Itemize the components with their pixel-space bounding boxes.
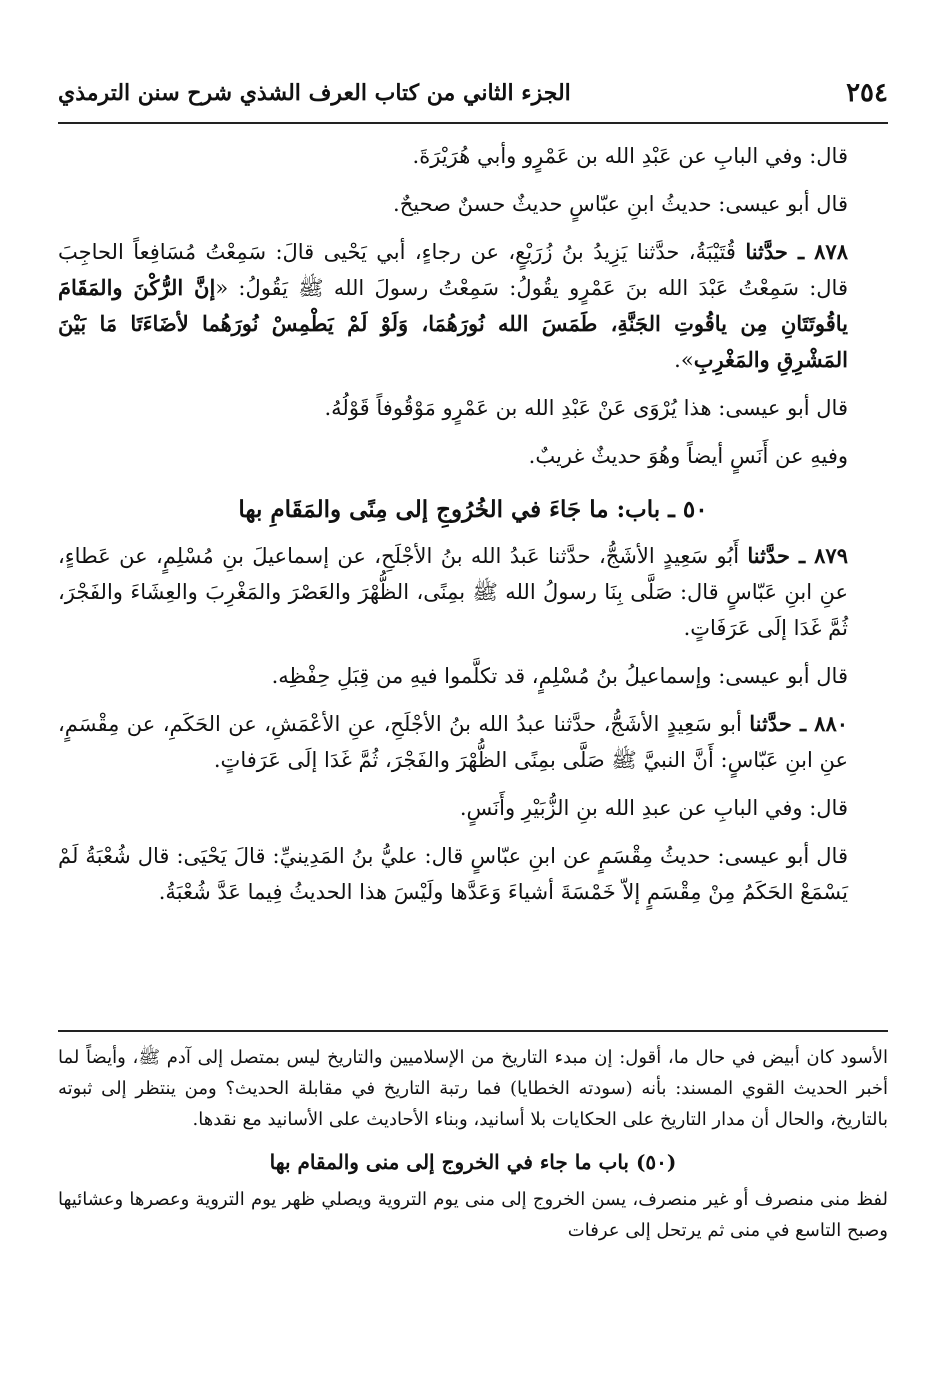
paragraph: قال أبو عيسى: حديثُ ابنِ عبّاسٍ حديثٌ حسنٌ صحيحٌ. bbox=[393, 192, 848, 216]
hadith-878 bbox=[58, 234, 888, 378]
footnote-divider bbox=[58, 1030, 888, 1032]
paragraph: قال: وفي البابِ عن عبدِ الله بنِ الزُّبَيْرِ وأَنَسٍ. bbox=[459, 796, 848, 820]
hadith-number: ٨٨٠ ـ bbox=[791, 711, 849, 736]
hadith-879 bbox=[58, 538, 888, 646]
narration-keyword: حدَّثنا bbox=[749, 711, 792, 736]
paragraph: قال: وفي البابِ عن عَبْدِ الله بن عَمْرٍو وأبي هُرَيْرَةَ. bbox=[412, 144, 848, 168]
isnad-text: قُتَيْبَةُ، حدَّثنا يَزِيدُ بنُ زُرَيْعٍ، عن رجاءٍ، أبي يَحْيى قالَ: سَمِعْتُ مُسَافِعاً الحاجِبَ قال: سَمِعْتُ عَبْدَ الله بنَ عَمْرٍو يقُولُ: سَمِعْتُ رسولَ الله ﷺ يَقُولُ: « bbox=[58, 240, 848, 300]
narration-keyword: حدَّثنا bbox=[745, 239, 788, 264]
main-text bbox=[58, 138, 888, 922]
quote-close: ». bbox=[674, 348, 694, 372]
narration-keyword: حدَّثنا bbox=[747, 543, 790, 568]
paragraph: وفيهِ عن أَنَسٍ أيضاً وهُوَ حديثٌ غريبٌ. bbox=[528, 444, 848, 468]
hadith-880 bbox=[58, 706, 888, 778]
hadith-text: أَبُو سَعِيدٍ الأشَجُّ، حدَّثنا عَبدُ الله بنُ الأجْلَحِ، عن إسماعيلَ بنِ مُسْلِمٍ، عن عَطاءٍ، عنِ ابنِ عَبّاسٍ قال: صَلَّى بِنَا رسولُ الله ﷺ بمِنًى، الظُّهْرَ والعَصْرَ والمَغْرِبَ والعِشَاءَ والفَجْرَ، ثُمَّ غَدَا إلَى عَرَفَاتٍ. bbox=[58, 544, 848, 640]
matn-text: إنَّ الرُّكْنَ والمَقَامَ ياقُوتَتَانِ مِن ياقُوتِ الجَنَّةِ، طَمَسَ الله نُورَهُمَا، وَلَوْ لَمْ يَطْمِسْ نُورَهُما لأضَاءَتَا مَا بَيْنَ المَشْرِقِ والمَغْرِبِ bbox=[58, 275, 848, 372]
footnote-paragraph: لفظ منى منصرف أو غير منصرف، يسن الخروج إلى منى يوم التروية ويصلي ظهر يوم التروية وعصرها وعشائيها وصبح التاسع في منى ثم يرتحل إلى عرفات bbox=[58, 1189, 889, 1241]
running-title: الجزء الثاني من كتاب العرف الشذي شرح سنن الترمذي bbox=[58, 80, 571, 106]
page-number: ٢٥٤ bbox=[846, 78, 888, 108]
footnote-paragraph: الأسود كان أبيض في حال ما، أقول: إن مبدء التاريخ من الإسلاميين والتاريخ ليس بمتصل إلى آدم ﷺ، وأيضاً لما أخبر الحديث القوي المسند: بأنه (سودته الخطايا) فما رتبة التاريخ في مقابلة الحديث؟ ومن ينتظر إلى ثبوته بالتاريخ، والحال أن مدار التاريخ على الحكايات بلا أسانيد، وبناء الأحاديث على الأسانيد مع نقدها. bbox=[58, 1047, 888, 1130]
paragraph: قال أبو عيسى: حديثُ مِقْسَمٍ عن ابنِ عبّاسٍ قال: عليُّ بنُ المَدِينيِّ: قالَ يَحْيَى: قال شُعْبَةُ لَمْ يَسْمَعْ الحَكَمُ مِنْ مِقْسَمٍ إلاّ خَمْسَةَ أشياءَ وَعَدَّها ولَيْسَ هذا الحديثُ فِيما عَدَّ شُعْبَةُ. bbox=[58, 844, 848, 904]
paragraph: قال أبو عيسى: هذا يُرْوَى عَنْ عَبْدِ الله بن عَمْرٍو مَوْقُوفاً قَوْلُهُ. bbox=[324, 396, 848, 420]
page-header bbox=[58, 70, 888, 124]
hadith-number: ٨٧٨ ـ bbox=[787, 239, 848, 264]
chapter-heading: ٥٠ ـ باب: ما جَاءَ في الخُرُوجِ إلى مِنًى والمَقَامِ بها bbox=[238, 496, 708, 523]
footnotes bbox=[58, 1042, 888, 1254]
hadith-number: ٨٧٩ ـ bbox=[789, 543, 848, 568]
hadith-text: أبو سَعِيدٍ الأشَجُّ، حدَّثنا عبدُ الله بنُ الأجْلَحِ، عنِ الأعْمَشِ، عن الحَكَمِ، عن مِقْسَمٍ، عنِ ابنِ عَبّاسٍ: أَنَّ النبيَّ ﷺ صَلَّى بمِنًى الظُّهْرَ والفَجْرَ، ثُمَّ غَدَا إلَى عَرَفاتٍ. bbox=[58, 712, 848, 772]
paragraph: قال أبو عيسى: وإسماعيلُ بنُ مُسْلِمٍ، قد تكلَّموا فيهِ من قِبَلِ حِفْظِه. bbox=[271, 664, 848, 688]
footnote-heading: (٥٠) باب ما جاء في الخروج إلى منى والمقام بها bbox=[269, 1150, 677, 1174]
